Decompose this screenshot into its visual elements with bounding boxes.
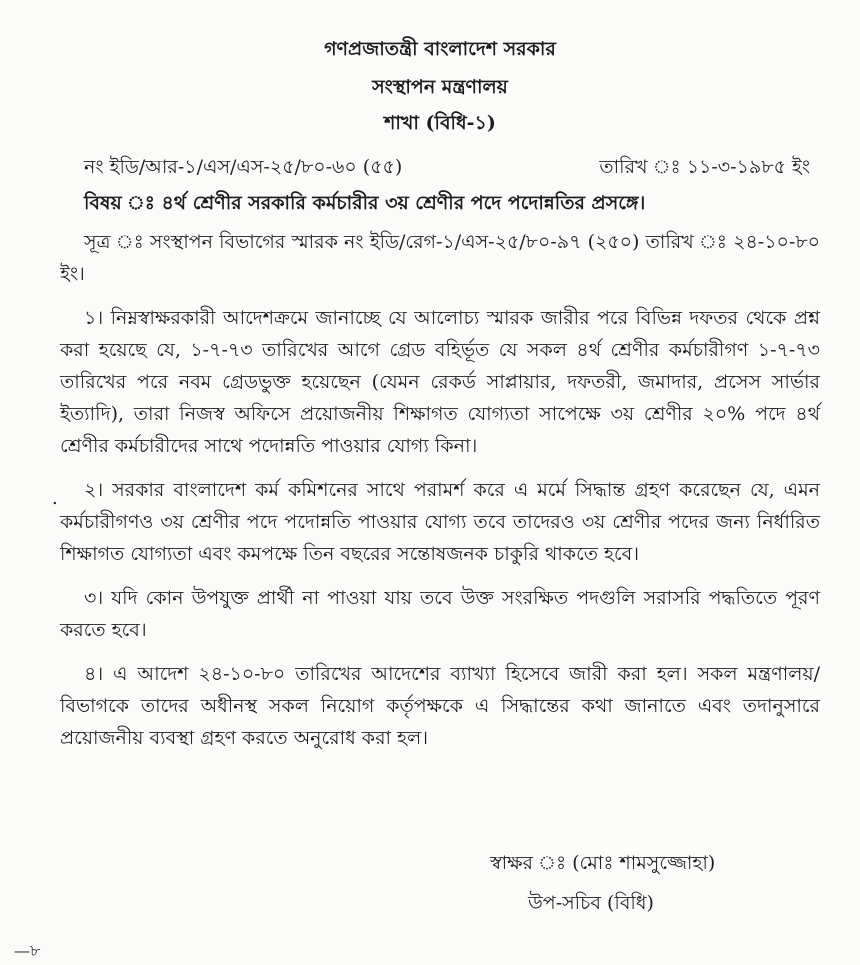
signature-name: স্বাক্ষর ঃ (মোঃ শামসুজ্জোহা) (490, 852, 716, 874)
memo-number: নং ইডি/আর-১/এস/এস-২৫/৮০-৬০ (৫৫) (84, 156, 403, 178)
government-name: গণপ্রজাতন্ত্রী বাংলাদেশ সরকার (324, 38, 556, 60)
ministry-name: সংস্থাপন মন্ত্রণালয় (372, 76, 508, 98)
paragraph-4: ৪। এ আদেশ ২৪-১০-৮০ তারিখের আদেশের ব্যাখ্যা হিসেবে জারী করা হল। সকল মন্ত্রণালয়/বিভাগকে তাদের অধীনস্থ সকল নিয়োগ কর্তৃপক্ষকে এ সিদ্ধান্তের কথা জানাতে এবং তদানুসারে প্রয়োজনীয় ব্যবস্থা গ্রহণ করতে অনুরোধ করা হল। (60, 663, 820, 749)
signature-title: উপ-সচিব (বিধি) (528, 892, 654, 914)
reference-line (60, 152, 820, 182)
subject-line: বিষয় ঃ ৪র্থ শ্রেণীর সরকারি কর্মচারীর ৩য় শ্রেণীর পদে পদোন্নতির প্রসঙ্গে। (84, 192, 646, 214)
page-corner-mark: —৮ (14, 941, 41, 960)
branch-name: শাখা (বিধি-১) (384, 112, 496, 134)
paragraph-2: ২। সরকার বাংলাদেশ কর্ম কমিশনের সাথে পরামর্শ করে এ মর্মে সিদ্ধান্ত গ্রহণ করেছেন যে, এমন কর্মচারীগণও ৩য় শ্রেণীর পদে পদোন্নতি পাওয়ার যোগ্য তবে তাদেরও ৩য় শ্রেণীর পদের জন্য নির্ধারিত শিক্ষাগত যোগ্যতা এবং কমপক্ষে তিন বছরের সন্তোষজনক চাকুরি থাকতে হবে। (60, 479, 820, 565)
paragraph-bullet: . (52, 488, 58, 509)
memo-date: তারিখ ঃ ১১-৩-১৯৮৫ ইং (599, 156, 810, 178)
paragraph-1: ১। নিম্নস্বাক্ষরকারী আদেশক্রমে জানাচ্ছে যে আলোচ্য স্মারক জারীর পরে বিভিন্ন দফতর থেকে প্রশ্ন করা হয়েছে যে, ১-৭-৭৩ তারিখের আগে গ্রেড বহির্ভূত যে সকল ৪র্থ শ্রেণীর কর্মচারীগণ ১-৭-৭৩ তারিখের পরে নবম গ্রেডভুক্ত হয়েছেন (যেমন রেকর্ড সাপ্লায়ার, দফতরী, জমাদার, প্রসেস সার্ভার ইত্যাদি), তারা নিজস্ব অফিসে প্রয়োজনীয় শিক্ষাগত যোগ্যতা সাপেক্ষে ৩য় শ্রেণীর ২০% পদে ৪র্থ শ্রেণীর কর্মচারীদের সাথে পদোন্নতি পাওয়ার যোগ্য কিনা। (60, 307, 820, 457)
letterhead (60, 34, 820, 138)
paragraph-3: ৩। যদি কোন উপযুক্ত প্রার্থী না পাওয়া যায় তবে উক্ত সংরক্ষিত পদগুলি সরাসরি পদ্ধতিতে পূরণ করতে হবে। (60, 587, 820, 641)
source-reference: সূত্র ঃ সংস্থাপন বিভাগের স্মারক নং ইডি/রেগ-১/এস-২৫/৮০-৯৭ (২৫০) তারিখ ঃ ২৪-১০-৮০ ইং। (60, 231, 820, 285)
